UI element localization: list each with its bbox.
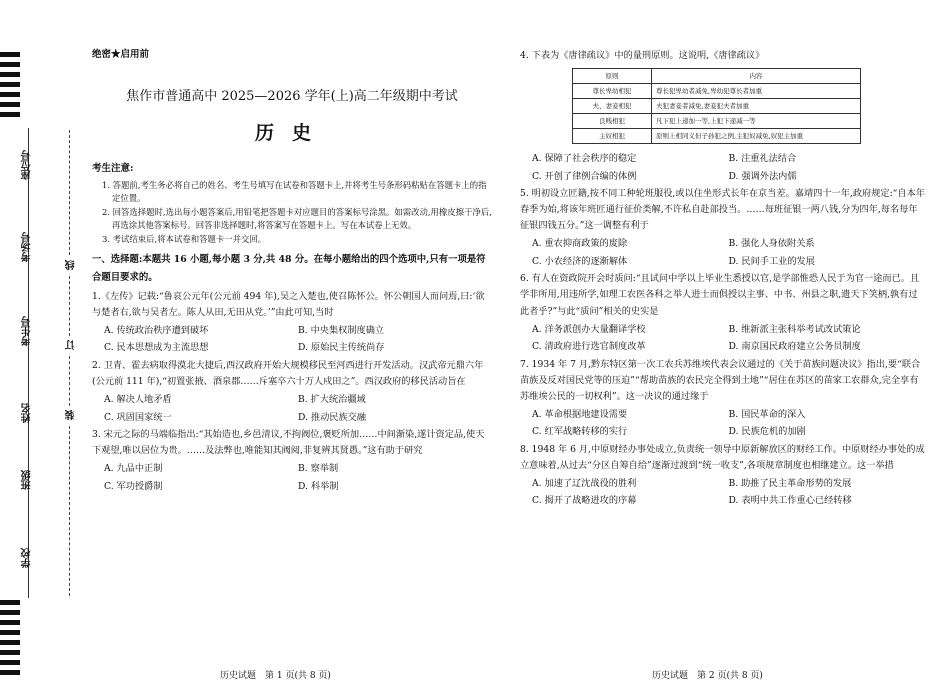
question-options [520,406,925,441]
option-d: D. 南京国民政府建立公务员制度 [728,341,861,353]
option-a: A. 保障了社会秩序的稳定 [532,153,637,165]
seal-mark-ding: 订 [66,340,77,350]
table-row [573,99,861,114]
class-label: 班级 [22,470,33,490]
notice-item: 2. 回答选择题时,选出每小题答案后,用铅笔把答题卡对应题目的答案标号涂黑。如需改动,用橡皮擦干净后,再选涂其他答案标号。回答非选择题时,将答案写在答题卡上。写在本试卷上无效。 [102,207,492,231]
option-c: C. 巩固国家统一 [104,411,172,423]
cut-line-dots [69,276,70,336]
option-a: A. 九品中正制 [104,463,163,475]
option-b: B. 中央集权制度确立 [298,325,385,336]
question-stem: 2. 卫青、霍去病取得漠北大捷后,西汉政府开始大规模移民至河西进行开发活动。汉武帝元鼎六年(公元前 111 年),“初置张掖、酒泉郡……斥塞卒六十万人戍田之”。西汉政府的移民活动旨在 [92,359,484,388]
question-6 [520,271,925,355]
option-d: D. 民间手工业的发展 [728,255,815,267]
question-options [520,475,925,510]
table-cell: 夫犯妻妾者减免,妻妾犯夫者加重 [652,99,861,114]
option-b: B. 国民革命的深入 [728,408,806,420]
sentencing-principles-table [572,68,861,144]
table-header: 原则 [573,69,652,84]
seal-mark-xian: 线 [66,260,77,270]
page-footer-2: 历史试题 第 2 页(共 8 页) [652,671,763,681]
question-1 [92,289,492,357]
binding-stripes-top [0,52,20,122]
table-cell: 夫、妻妾相犯 [573,99,652,114]
table-header: 内容 [652,69,861,84]
option-d: D. 强调外法内儒 [728,170,797,182]
table-cell: 主奴相犯 [573,129,652,144]
question-stem: 8. 1948 年 6 月,中原财经办事处成立,负责统一领导中原新解放区的财经工作。中原财经办事处的成立意味着,从过去“分区自筹自给”逐渐过渡到“统一收支”,各项规章制度也相继建立。这一举措 [520,443,925,471]
question-options [520,321,925,356]
section-heading: 一、选择题:本题共 16 小题,每小题 3 分,共 48 分。在每小题给出的四个选项中,只有一项是符合题目要求的。 [92,254,486,283]
name-label: 姓名 [22,403,33,423]
option-d: D. 原始民主传统尚存 [298,342,385,354]
option-b: B. 助推了民主革命形势的发展 [728,478,852,489]
cut-line-dots [69,356,70,406]
examinee-number-label: 考生号 [22,316,33,346]
notice-item: 3. 考试结束后,将本试卷和答题卡一并交回。 [102,234,267,245]
question-stem: 3. 宋元之际的马端临指出:“其始造也,乡邑清议,不拘阀位,褒贬所加……中间渐染,遂计资定品,使天下观望,唯以居位为贵。……及法弊也,唯能知其阀阅,非复辨其贤愚。”这有助于研究 [92,429,485,457]
seat-number-label: 座位号 [22,150,33,180]
option-a: A. 加速了辽沈战役的胜利 [532,478,637,489]
question-stem: 1.《左传》记载:“鲁哀公元年(公元前 494 年),吴之入楚也,使召陈怀公。怀公朝国人而问焉,曰:‘欲与楚者右,欲与吴者左。陈人从田,无田从党。’”由此可知,当时 [92,290,485,318]
school-label: 学校 [22,548,33,568]
question-options [520,235,925,270]
option-b: B. 强化人身依附关系 [728,238,815,250]
cut-line-dots [69,130,70,255]
seal-mark-zhuang: 装 [66,410,77,420]
option-a: A. 传统政治秩序遭到破坏 [104,325,209,336]
left-page [92,48,492,496]
option-d: D. 推动民族交融 [298,411,367,423]
question-3 [92,427,492,495]
option-a: A. 重农抑商政策的废除 [532,238,628,250]
notice-list [92,179,492,246]
binding-strip [0,0,84,688]
option-c: C. 清政府进行选官制度改革 [532,341,646,353]
table-cell: 良贱相犯 [573,114,652,129]
notice-item: 1. 答题前,考生务必将自己的姓名、考生号填写在试卷和答题卡上,并将考生号条形码粘贴在答题卡上的指定位置。 [102,180,487,204]
table-row [573,84,861,99]
question-options [520,150,925,185]
question-2 [92,358,492,426]
table-row [573,114,861,129]
subject-title: 历史 [254,121,329,144]
option-c: C. 民本思想成为主流思想 [104,342,209,354]
table-cell: 尊长卑幼相犯 [573,84,652,99]
option-c: C. 开创了律例合编的体例 [532,170,637,182]
binding-stripes-bottom [0,600,20,680]
exam-room-label: 考场号 [22,232,33,262]
cut-line-dots [69,426,70,596]
question-5 [520,186,925,270]
option-a: A. 解决人地矛盾 [104,394,172,406]
option-c: C. 揭开了战略进攻的序幕 [532,495,637,507]
option-b: B. 察举制 [298,463,339,475]
question-options [92,391,492,426]
option-c: C. 红军战略转移的实行 [532,426,628,438]
question-options [92,322,492,357]
confidential-mark: 绝密★启用前 [92,49,150,60]
option-a: A. 洋务派创办大量翻译学校 [532,323,646,335]
question-stem: 6. 有人在资政院开会时质问:“且试问中学以上毕业生悉授以官,是学部惟恐人民于为官一途而已。且学非所用,用违所学,如理工农医各科之举人进士而俱授以主事、中书、州县之职,遗天下笑柄,孰有过此者乎?”与此“质问”相关的史实是 [520,273,920,317]
option-b: B. 扩大统治疆域 [298,394,366,406]
option-b: B. 注重礼法结合 [728,153,797,165]
right-page [520,48,925,511]
option-a: A. 革命根据地建设需要 [532,408,628,420]
binding-line [28,128,29,598]
question-options [92,460,492,495]
page-footer-1: 历史试题 第 1 页(共 8 页) [220,671,331,681]
option-d: D. 民族危机的加剧 [728,426,806,438]
question-4-stem: 4. 下表为《唐律疏议》中的量刑原则。这说明,《唐律疏议》 [520,50,765,61]
option-d: D. 表明中共工作重心已经转移 [728,495,852,507]
question-stem: 7. 1934 年 7 月,黔东特区第一次工农兵苏维埃代表会议通过的《关于苗族问题决议》指出,要“联合苗族及反对国民党等的压迫”“帮助苗族的农民完全得到土地”“居住在苏区的苗家工农群众,完全享有苏维埃公民的一切权利”。这一决议的通过缘于 [520,358,921,402]
table-row [573,129,861,144]
table-cell: 原则上相同义但子孙犯之例,主犯奴减免,奴犯主加重 [652,129,861,144]
option-c: C. 军功授爵制 [104,480,163,492]
option-c: C. 小农经济的逐渐解体 [532,255,628,267]
question-8 [520,442,925,510]
exam-title: 焦作市普通高中 2025—2026 学年(上)高二年级期中考试 [126,88,458,104]
table-cell: 凡下犯上递加一等,上犯下递减一等 [652,114,861,129]
option-d: D. 科举制 [298,480,339,492]
question-stem: 5. 明初设立匠籍,按不同工种轮班服役,或以住坐形式长年在京当差。嘉靖四十一年,政府规定:“自本年春季为始,将该年班匠通行征价类解,不许私自赴部投当。……每班征银一两八钱,分为四年,每名每年征银四钱五分。”这一调整有利于 [520,188,925,232]
question-7 [520,357,925,441]
table-cell: 尊长犯卑幼者减免,卑幼犯尊长者加重 [652,84,861,99]
option-b: B. 维新派主张科举考试改试策论 [728,323,861,335]
notice-heading: 考生注意: [92,163,134,175]
